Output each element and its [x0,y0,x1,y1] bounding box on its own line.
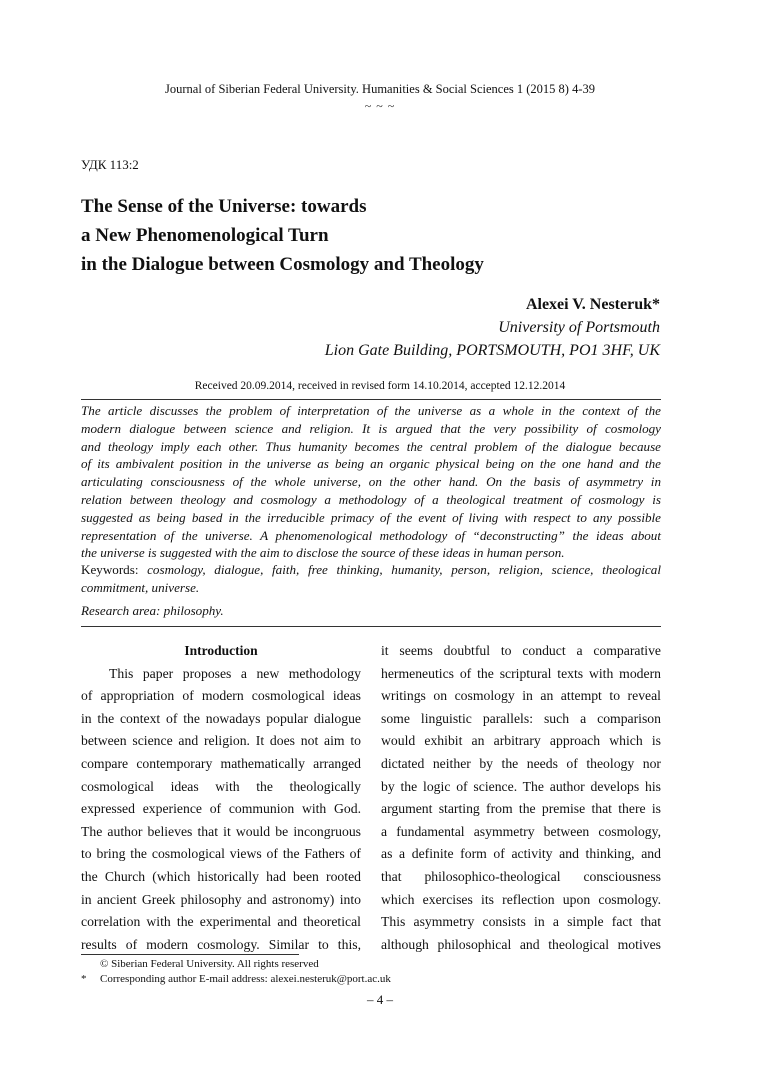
body-line: the Church (which historically had been rooted [81,868,361,884]
footnote-mark [81,957,100,972]
body-line: between science and religion. It does not aim to [81,733,361,749]
title-line: The Sense of the Universe: towards [81,196,367,217]
footnotes [81,957,391,987]
footnote-text: Corresponding author E-mail address: alexei.nesteruk@port.ac.uk [100,973,391,985]
udk-code: УДК 113:2 [81,157,139,172]
abstract [81,402,661,562]
abstract-line: representation of the universe. A phenomenological methodology of “deconstructing” the ideas about [81,527,661,543]
body-line: in ancient Greek philosophy and astronomy) into [81,891,361,907]
keywords-line: commitment, universe. [81,579,200,595]
body-line: as a definite form of activity and thinking, and [381,846,661,862]
received-dates: Received 20.09.2014, received in revised form 14.10.2014, accepted 12.12.2014 [194,380,566,392]
abstract-line: and theology imply each other. Thus humanity becomes the central problem of the dialogue because [81,438,661,454]
abstract-line: of its ambivalent position in the universe as being an organic physical being on the one hand and the [81,456,661,472]
author-address: Lion Gate Building, PORTSMOUTH, PO1 3HF, UK [324,342,660,359]
author-block [325,293,660,362]
body-line: in the context of the nowadays popular dialogue [81,710,361,726]
abstract-line: relation between theology and cosmology a methodology of a theological treatment of cosmology is [81,491,661,507]
header-separator: ~ ~ ~ [364,99,396,113]
body-line: that philosophico-theological consciousness [381,868,661,884]
body-line: would exhibit an arbitrary approach which is [381,733,661,749]
body-line: it seems doubtful to conduct a comparative [381,643,661,658]
body-column-left [81,640,361,956]
body-column-right [381,640,661,956]
title-line: a New Phenomenological Turn [81,225,329,246]
body-line: which exercises its reflection upon cosmology. [381,891,661,907]
abstract-line: the universe is suggested with the aim to disclose the source of these ideas in human person. [81,545,565,561]
keywords [81,561,661,597]
divider [81,399,661,400]
divider [81,626,661,627]
body-line: argument starting from the premise that there is [381,801,661,817]
author-name: Alexei V. Nesteruk* [525,296,660,313]
research-area: Research area: philosophy. [81,603,224,618]
body-line: by the logic of science. The author develops his [381,778,661,794]
body-line: dictated neither by the needs of theology nor [381,755,661,771]
body-line: although philosophical and theological motives [381,936,661,952]
author-affiliation: University of Portsmouth [498,319,660,336]
body-line: hermeneutics of the scriptural texts with modern [381,665,661,681]
body-line: to bring the cosmological views of the Fathers of [81,846,361,862]
body-line: This asymmetry consists in a simple fact that [381,914,661,930]
body-line: compare contemporary mathematically arranged [81,755,361,771]
body-line: of appropriation of modern cosmological ideas [81,688,361,704]
body-line: writings on cosmology in an attempt to reveal [381,688,661,704]
abstract-line: articulating consciousness of the whole universe, on the other hand. On the basis of asymmetry in [81,474,661,490]
footnote [81,972,391,987]
body-line: The author believes that it would be incongruous [81,823,361,839]
abstract-line: suggested as being based in the irreducible primacy of the event of living with respect to any possible [81,509,661,525]
footnote-text: © Siberian Federal University. All rights reserved [100,958,319,970]
article-title [81,192,484,279]
footnote-mark: * [81,973,87,985]
abstract-line: The article discusses the problem of interpretation of the universe as a whole in the context of the [81,403,661,418]
body-line: some linguistic parallels: such a comparison [381,710,661,726]
body-line: correlation with the experimental and theoretical [81,914,361,930]
footnote-divider [81,954,299,955]
title-line: in the Dialogue between Cosmology and Theology [81,254,484,275]
footnote [81,957,391,972]
section-heading: Introduction [184,643,258,658]
body-line: expressed experience of communion with God. [81,801,361,817]
body-line: results of modern cosmology. Similar to this, [81,936,361,952]
body-line: a fundamental asymmetry between cosmology, [381,823,661,839]
abstract-line: modern dialogue between science and religion. It is argued that the very possibility of cosmology [81,420,661,436]
page-number: – 4 – [367,992,393,1007]
journal-header: Journal of Siberian Federal University. Humanities & Social Sciences 1 (2015 8) 4-39 [165,82,595,96]
keywords-label: Keywords: [81,562,139,577]
body-line: This paper proposes a new methodology [109,665,361,681]
keywords-line: cosmology, dialogue, faith, free thinking, humanity, person, religion, science, theological [147,562,661,577]
body-line: cosmological ideas with the theologically [81,778,361,794]
